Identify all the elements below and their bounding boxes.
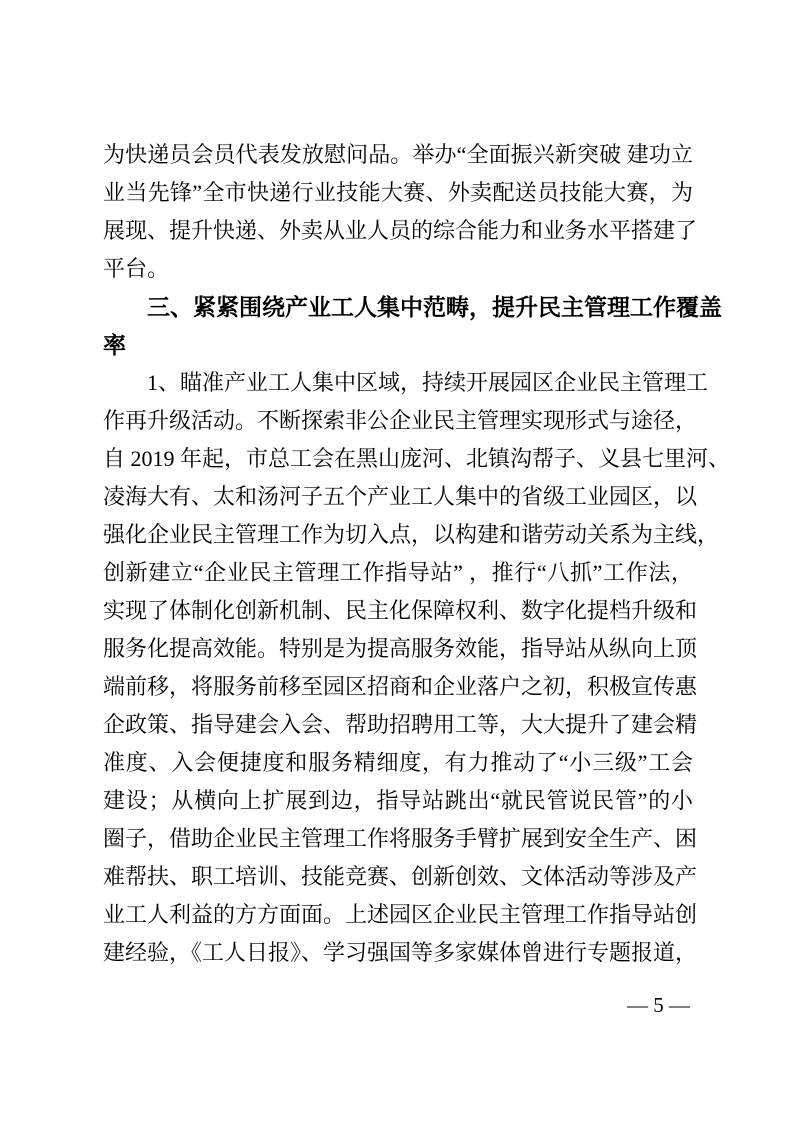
text-line: 强化企业民主管理工作为切入点，以构建和谐劳动关系为主线， (103, 522, 720, 547)
text-line: 建经验，《工人日报》、学习强国等多家媒体曾进行专题报道， (103, 940, 698, 965)
document-text-block (103, 136, 731, 972)
text-line: 难帮扶、职工培训、技能竞赛、创新创效、文体活动等涉及产 (103, 864, 698, 889)
text-line: 企政策、指导建会入会、帮助招聘用工等，大大提升了建会精 (103, 712, 698, 737)
text-line: 业工人利益的方方面面。上述园区企业民主管理工作指导站创 (103, 902, 698, 927)
text-line: 业当先锋”全市快递行业技能大赛、外卖配送员技能大赛，为 (103, 180, 693, 205)
heading-section-three (103, 288, 722, 364)
text-line: 建设；从横向上扩展到边，指导站跳出“就民管说民管”的小 (103, 788, 693, 813)
text-line: 端前移，将服务前移至园区招商和企业落户之初，积极宣传惠 (103, 674, 698, 699)
paragraph-democratic-management (103, 364, 731, 972)
text-line: 平台。 (103, 256, 170, 281)
text-line: 凌海大有、太和汤河子五个产业工人集中的省级工业园区，以 (103, 484, 698, 509)
text-line: 展现、提升快递、外卖从业人员的综合能力和业务水平搭建了 (103, 218, 698, 243)
section-heading-line: 率 (103, 332, 126, 358)
text-line: 为快递员会员代表发放慰问品。举办“全面振兴新突破 建功立 (103, 142, 693, 167)
text-line: 圈子，借助企业民主管理工作将服务手臂扩展到安全生产、困 (103, 826, 698, 851)
text-line: 实现了体制化创新机制、民主化保障权利、数字化提档升级和 (103, 598, 698, 623)
section-heading-line: 三、紧紧围绕产业工人集中范畴，提升民主管理工作覆盖 (147, 294, 722, 320)
page-number: — 5 — (627, 993, 690, 1017)
text-line: 创新建立“企业民主管理工作指导站” ，推行“八抓”工作法， (103, 560, 693, 585)
text-line: 1、瞄准产业工人集中区域，持续开展园区企业民主管理工 (147, 370, 709, 395)
text-line: 准度、入会便捷度和服务精细度，有力推动了“小三级”工会 (103, 750, 693, 775)
text-line: 自 2019 年起，市总工会在黑山庞河、北镇沟帮子、义县七里河、 (103, 446, 731, 471)
text-line: 服务化提高效能。特别是为提高服务效能，指导站从纵向上顶 (103, 636, 698, 661)
text-line: 作再升级活动。不断探索非公企业民主管理实现形式与途径， (103, 408, 698, 433)
paragraph-courier-activities (103, 136, 698, 288)
